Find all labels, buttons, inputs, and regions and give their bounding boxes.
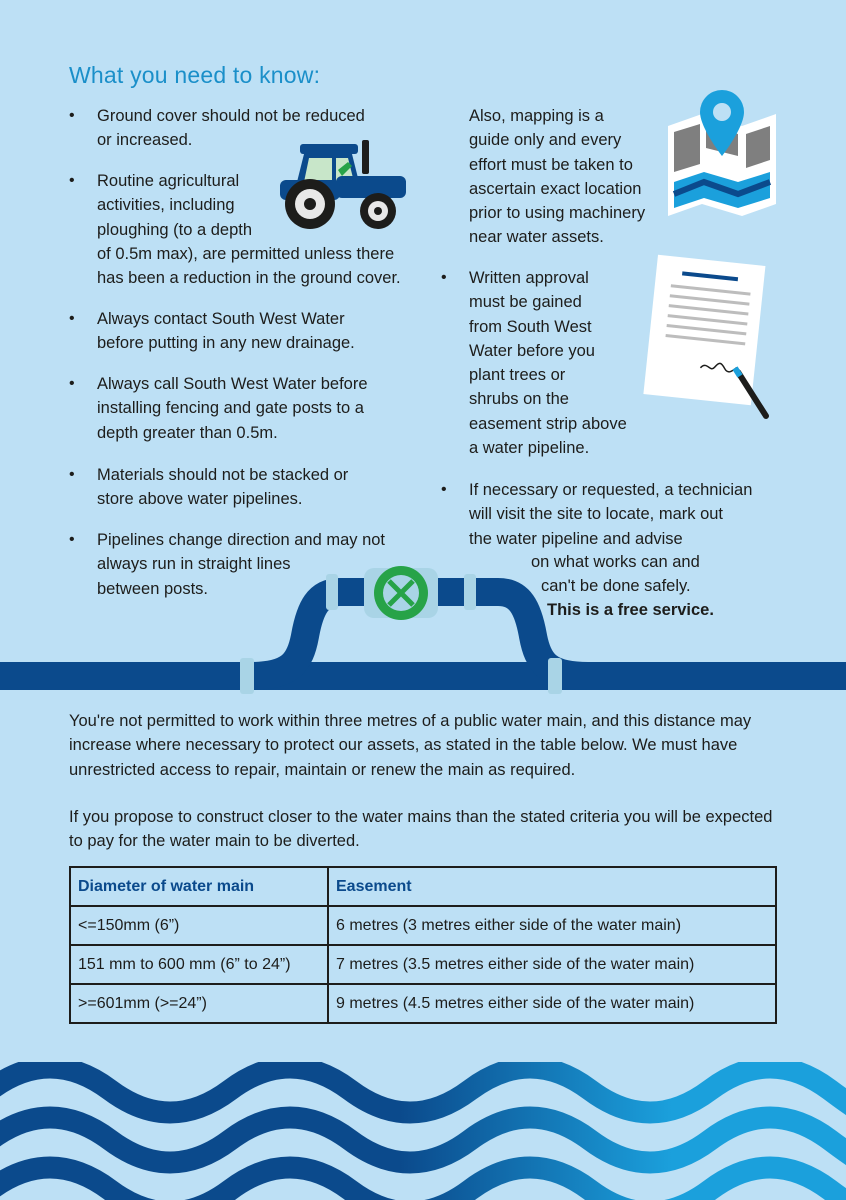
bullet-line: shrubs on the: [469, 390, 569, 409]
list-item: [441, 478, 753, 551]
table-row: [70, 945, 776, 984]
bullet-line: Ground cover should not be reduced: [97, 107, 365, 125]
bullet-line: depth greater than 0.5m.: [97, 423, 278, 442]
easement-table: [69, 866, 777, 1024]
bullet-icon: •: [69, 172, 75, 189]
bullet-line: before putting in any new drainage.: [97, 334, 355, 353]
bullet-icon: •: [69, 375, 75, 392]
bullet-line: must be gained: [469, 293, 582, 312]
bullet-icon: •: [441, 269, 447, 286]
bullet-line: If necessary or requested, a technician: [469, 481, 753, 499]
list-item: [69, 372, 368, 445]
list-item: [69, 463, 349, 512]
note-line: near water assets.: [469, 228, 604, 247]
list-item: [69, 307, 355, 356]
bullet-line: Always call South West Water before: [97, 375, 368, 393]
tractor-icon: [276, 136, 408, 232]
bullet-line: a water pipeline.: [469, 439, 590, 458]
table-header-row: [70, 867, 776, 906]
bullet-line: store above water pipelines.: [97, 490, 303, 509]
table-row: [70, 906, 776, 945]
note-line: ascertain exact location: [469, 179, 642, 198]
table-row: [70, 984, 776, 1023]
free-service-note: This is a free service.: [547, 601, 714, 619]
bullet-icon: •: [69, 310, 75, 327]
table-cell: >=601mm (>=24”): [70, 984, 328, 1023]
bullet-line: has been a reduction in the ground cover.: [97, 269, 401, 288]
table-cell: 6 metres (3 metres either side of the water main): [328, 906, 776, 945]
column-header-easement: Easement: [328, 867, 776, 906]
bullet-line: or increased.: [97, 131, 193, 150]
bullet-line: plant trees or: [469, 366, 566, 385]
list-item: [441, 266, 627, 460]
bullet-line: Water before you: [469, 341, 595, 360]
table-cell: 7 metres (3.5 metres either side of the water main): [328, 945, 776, 984]
waves-icon: [0, 1062, 846, 1200]
bullet-line: between posts.: [97, 579, 208, 598]
bullet-icon: •: [69, 107, 75, 124]
bullet-icon: •: [441, 481, 447, 498]
table-cell: <=150mm (6”): [70, 906, 328, 945]
bullet-line: will visit the site to locate, mark out: [469, 505, 724, 524]
bullet-line: always run in straight lines: [97, 555, 291, 574]
mapping-note: [469, 104, 645, 250]
column-header-diameter: Diameter of water main: [70, 867, 328, 906]
bullet-icon: •: [69, 466, 75, 483]
diversion-paragraph: If you propose to construct closer to the water mains than the stated criteria you will be expected to pay for the water main to be diverted.: [69, 808, 773, 851]
bullet-line: Routine agricultural: [97, 172, 240, 190]
table-cell: 9 metres (4.5 metres either side of the water main): [328, 984, 776, 1023]
bullet-line: Pipelines change direction and may not: [97, 531, 386, 549]
note-line: effort must be taken to: [469, 155, 633, 174]
pipe-valve-icon: [0, 558, 846, 698]
bullet-line: easement strip above: [469, 414, 627, 433]
note-line: can't be done safely.: [541, 577, 691, 596]
table-cell: 151 mm to 600 mm (6” to 24”): [70, 945, 328, 984]
note-line: prior to using machinery: [469, 204, 646, 223]
bullet-line: of 0.5m max), are permitted unless there: [97, 244, 395, 263]
document-signature-icon: [636, 250, 772, 426]
bullet-line: Always contact South West Water: [97, 310, 345, 328]
bullet-line: the water pipeline and advise: [469, 529, 683, 548]
bullet-line: installing fencing and gate posts to a: [97, 399, 364, 418]
note-line: guide only and every: [469, 131, 622, 150]
bullet-line: from South West: [469, 317, 592, 336]
note-line: on what works can and: [531, 553, 700, 571]
access-paragraph: You're not permitted to work within three metres of a public water main, and this distance may increase where necessary to protect our assets, as stated in the table below. We must have unrestricted access to repair, maintain or renew the main as required.: [69, 712, 752, 779]
note-line: Also, mapping is a: [469, 107, 604, 125]
map-pin-icon: [664, 86, 780, 222]
bullet-line: activities, including: [97, 196, 235, 215]
bullet-icon: •: [69, 531, 75, 548]
page-title: What you need to know:: [69, 62, 321, 88]
bullet-line: Materials should not be stacked or: [97, 466, 349, 484]
bullet-line: ploughing (to a depth: [97, 220, 253, 239]
bullet-line: Written approval: [469, 269, 589, 287]
